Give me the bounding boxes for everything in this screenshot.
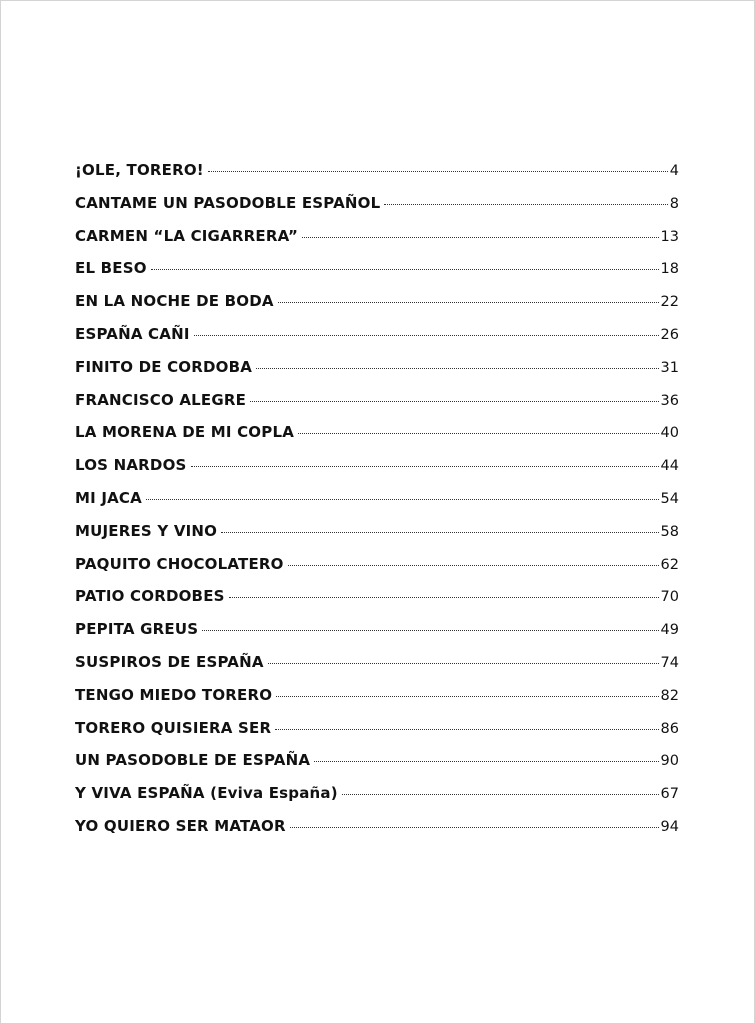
dot-leader — [151, 269, 659, 270]
toc-entry-page-number: 40 — [660, 425, 679, 442]
toc-entry — [75, 587, 679, 620]
toc-entry-page-number: 94 — [660, 818, 679, 835]
toc-entry — [75, 292, 679, 325]
toc-entry-page-number: 13 — [660, 228, 679, 245]
toc-entry-page-number: 90 — [660, 753, 679, 770]
toc-entry-title: ¡OLE, TORERO! — [75, 161, 204, 179]
toc-entry-title: PEPITA GREUS — [75, 620, 199, 639]
toc-entry-title: EL BESO — [75, 259, 147, 278]
toc-entry — [75, 358, 679, 391]
toc-entry-title: PAQUITO CHOCOLATERO — [75, 554, 284, 573]
toc-entry-title: FINITO DE CORDOBA — [75, 357, 253, 376]
toc-entry-title: YO QUIERO SER MATAOR — [75, 816, 286, 835]
dot-leader — [290, 827, 659, 828]
dot-leader — [298, 433, 659, 434]
toc-entry-page-number: 44 — [660, 458, 679, 475]
toc-entry — [75, 555, 679, 588]
toc-entry-title: FRANCISCO ALEGRE — [75, 390, 247, 409]
toc-entry — [75, 817, 679, 850]
toc-entry-page-number: 4 — [669, 163, 679, 179]
dot-leader — [202, 630, 658, 631]
toc-entry-page-number: 18 — [660, 261, 679, 278]
dot-leader — [208, 171, 668, 172]
toc-entry-page-number: 86 — [660, 720, 679, 737]
toc-entry — [75, 522, 679, 555]
toc-entry-title: CANTAME UN PASODOBLE ESPAÑOL — [75, 193, 381, 212]
dot-leader — [278, 302, 659, 303]
toc-entry-page-number: 49 — [660, 622, 679, 639]
toc-entry-page-number: 58 — [660, 523, 679, 540]
toc-entry-title: UN PASODOBLE DE ESPAÑA — [75, 751, 311, 770]
toc-entry — [75, 391, 679, 424]
toc-entry — [75, 719, 679, 752]
toc-entry-page-number: 8 — [669, 195, 679, 212]
toc-entry — [75, 751, 679, 784]
dot-leader — [268, 663, 659, 664]
toc-entry-title: SUSPIROS DE ESPAÑA — [75, 652, 264, 671]
dot-leader — [194, 335, 659, 336]
toc-entry-title: EN LA NOCHE DE BODA — [75, 292, 274, 311]
toc-entry-title: PATIO CORDOBES — [75, 587, 225, 606]
toc-entry-title: CARMEN “LA CIGARRERA” — [75, 226, 299, 245]
toc-entry — [75, 259, 679, 292]
dot-leader — [275, 729, 658, 730]
toc-entry-page-number: 62 — [660, 556, 679, 573]
toc-entry-page-number: 36 — [660, 392, 679, 409]
toc-entry-page-number: 54 — [660, 490, 679, 507]
toc-entry-page-number: 82 — [660, 687, 679, 704]
toc-entry — [75, 620, 679, 653]
toc-entry-page-number: 74 — [660, 654, 679, 671]
dot-leader — [250, 401, 658, 402]
toc-entry-title: LA MORENA DE MI COPLA — [75, 423, 295, 442]
dot-leader — [191, 466, 659, 467]
toc-entry-page-number: 26 — [660, 326, 679, 343]
toc-entry — [75, 227, 679, 260]
toc-entry-title: TENGO MIEDO TORERO — [75, 685, 273, 704]
toc-entry — [75, 194, 679, 227]
toc-entry — [75, 161, 679, 194]
dot-leader — [384, 204, 667, 205]
toc-entry-title: MI JACA — [75, 488, 142, 507]
dot-leader — [229, 597, 659, 598]
toc-entry — [75, 423, 679, 456]
toc-entry-page-number: 67 — [660, 786, 679, 803]
toc-entry-title: ESPAÑA CAÑI — [75, 324, 190, 343]
toc-entry-title: TORERO QUISIERA SER — [75, 718, 272, 737]
dot-leader — [256, 368, 659, 369]
toc-entry — [75, 489, 679, 522]
dot-leader — [288, 565, 659, 566]
dot-leader — [146, 499, 659, 500]
dot-leader — [302, 237, 658, 238]
toc-entry — [75, 456, 679, 489]
toc-entry — [75, 686, 679, 719]
table-of-contents — [75, 161, 679, 850]
toc-entry — [75, 784, 679, 817]
dot-leader — [276, 696, 658, 697]
toc-entry — [75, 325, 679, 358]
toc-entry-title: Y VIVA ESPAÑA (Eviva España) — [75, 784, 338, 803]
toc-entry-page-number: 70 — [660, 589, 679, 606]
toc-entry-title: MUJERES Y VINO — [75, 521, 218, 540]
toc-entry-page-number: 31 — [660, 359, 679, 376]
dot-leader — [314, 761, 658, 762]
toc-entry — [75, 653, 679, 686]
toc-entry-page-number: 22 — [660, 294, 679, 311]
toc-entry-title: LOS NARDOS — [75, 456, 187, 475]
dot-leader — [221, 532, 658, 533]
dot-leader — [342, 794, 659, 795]
